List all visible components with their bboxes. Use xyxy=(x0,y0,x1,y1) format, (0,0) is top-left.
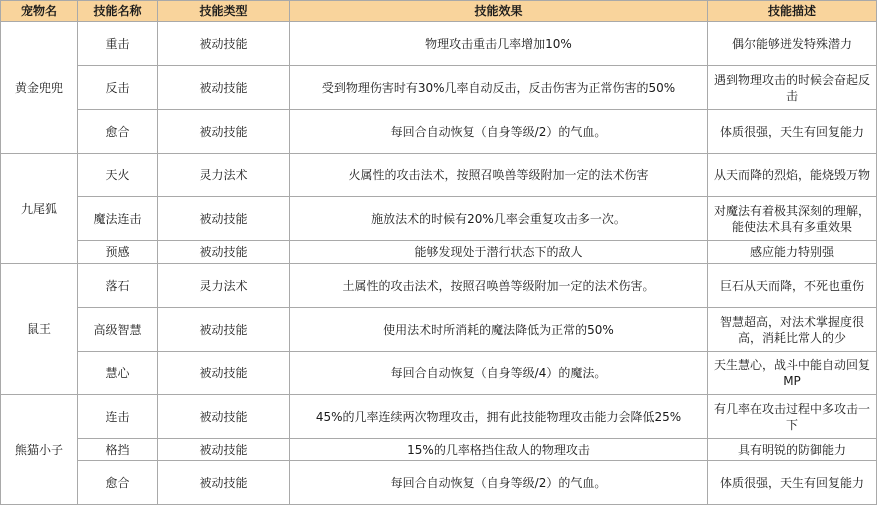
skill-description-cell: 天生慧心，战斗中能自动回复MP xyxy=(708,352,877,395)
pet-name-cell: 鼠王 xyxy=(1,264,78,395)
skill-effect-cell: 物理攻击重击几率增加10% xyxy=(290,22,708,66)
skill-name-cell: 预感 xyxy=(78,241,158,264)
skill-description-cell: 体质很强，天生有回复能力 xyxy=(708,110,877,154)
table-row xyxy=(1,66,877,110)
skill-effect-cell: 土属性的攻击法术，按照召唤兽等级附加一定的法术伤害。 xyxy=(290,264,708,308)
skill-description-cell: 具有明锐的防御能力 xyxy=(708,439,877,461)
skill-effect-cell: 每回合自动恢复（自身等级/2）的气血。 xyxy=(290,461,708,505)
skill-type-cell: 被动技能 xyxy=(158,395,290,439)
skill-name-cell: 魔法连击 xyxy=(78,197,158,241)
skill-description-cell: 偶尔能够迸发特殊潜力 xyxy=(708,22,877,66)
table-row xyxy=(1,241,877,264)
skill-type-cell: 被动技能 xyxy=(158,308,290,352)
skill-type-cell: 被动技能 xyxy=(158,110,290,154)
skill-effect-cell: 火属性的攻击法术，按照召唤兽等级附加一定的法术伤害 xyxy=(290,154,708,197)
skill-effect-cell: 施放法术的时候有20%几率会重复攻击多一次。 xyxy=(290,197,708,241)
skill-name-cell: 格挡 xyxy=(78,439,158,461)
skill-name-cell: 落石 xyxy=(78,264,158,308)
header-pet-name: 宠物名 xyxy=(1,1,78,22)
skill-description-cell: 遇到物理攻击的时候会奋起反击 xyxy=(708,66,877,110)
skill-name-cell: 愈合 xyxy=(78,110,158,154)
skill-effect-cell: 45%的几率连续两次物理攻击，拥有此技能物理攻击能力会降低25% xyxy=(290,395,708,439)
table-row xyxy=(1,308,877,352)
skill-name-cell: 反击 xyxy=(78,66,158,110)
skill-type-cell: 被动技能 xyxy=(158,461,290,505)
skill-type-cell: 被动技能 xyxy=(158,241,290,264)
skill-description-cell: 体质很强，天生有回复能力 xyxy=(708,461,877,505)
skill-effect-cell: 15%的几率格挡住敌人的物理攻击 xyxy=(290,439,708,461)
table-row xyxy=(1,110,877,154)
skill-type-cell: 灵力法术 xyxy=(158,264,290,308)
table-row xyxy=(1,197,877,241)
pet-name-cell: 黄金兜兜 xyxy=(1,22,78,154)
table-row xyxy=(1,461,877,505)
skill-name-cell: 天火 xyxy=(78,154,158,197)
header-skill-description: 技能描述 xyxy=(708,1,877,22)
skill-name-cell: 慧心 xyxy=(78,352,158,395)
skill-description-cell: 有几率在攻击过程中多攻击一下 xyxy=(708,395,877,439)
skill-type-cell: 被动技能 xyxy=(158,66,290,110)
skill-effect-cell: 能够发现处于潜行状态下的敌人 xyxy=(290,241,708,264)
skill-effect-cell: 每回合自动恢复（自身等级/2）的气血。 xyxy=(290,110,708,154)
table-row xyxy=(1,352,877,395)
skill-name-cell: 高级智慧 xyxy=(78,308,158,352)
table-row xyxy=(1,154,877,197)
header-skill-type: 技能类型 xyxy=(158,1,290,22)
skill-description-cell: 巨石从天而降，不死也重伤 xyxy=(708,264,877,308)
skill-description-cell: 对魔法有着极其深刻的理解，能使法术具有多重效果 xyxy=(708,197,877,241)
pet-name-cell: 熊猫小子 xyxy=(1,395,78,505)
skill-type-cell: 被动技能 xyxy=(158,439,290,461)
table-row xyxy=(1,439,877,461)
header-skill-effect: 技能效果 xyxy=(290,1,708,22)
skill-effect-cell: 受到物理伤害时有30%几率自动反击，反击伤害为正常伤害的50% xyxy=(290,66,708,110)
table-row xyxy=(1,395,877,439)
skill-type-cell: 被动技能 xyxy=(158,197,290,241)
skill-name-cell: 连击 xyxy=(78,395,158,439)
skill-type-cell: 灵力法术 xyxy=(158,154,290,197)
pet-name-cell: 九尾狐 xyxy=(1,154,78,264)
skill-effect-cell: 使用法术时所消耗的魔法降低为正常的50% xyxy=(290,308,708,352)
skill-description-cell: 智慧超高，对法术掌握度很高，消耗比常人的少 xyxy=(708,308,877,352)
table-row xyxy=(1,22,877,66)
table-header-row xyxy=(1,1,877,22)
skill-name-cell: 重击 xyxy=(78,22,158,66)
table-row xyxy=(1,264,877,308)
skill-type-cell: 被动技能 xyxy=(158,352,290,395)
skill-description-cell: 从天而降的烈焰，能烧毁万物 xyxy=(708,154,877,197)
skill-description-cell: 感应能力特别强 xyxy=(708,241,877,264)
skill-type-cell: 被动技能 xyxy=(158,22,290,66)
skill-name-cell: 愈合 xyxy=(78,461,158,505)
header-skill-name: 技能名称 xyxy=(78,1,158,22)
skill-effect-cell: 每回合自动恢复（自身等级/4）的魔法。 xyxy=(290,352,708,395)
